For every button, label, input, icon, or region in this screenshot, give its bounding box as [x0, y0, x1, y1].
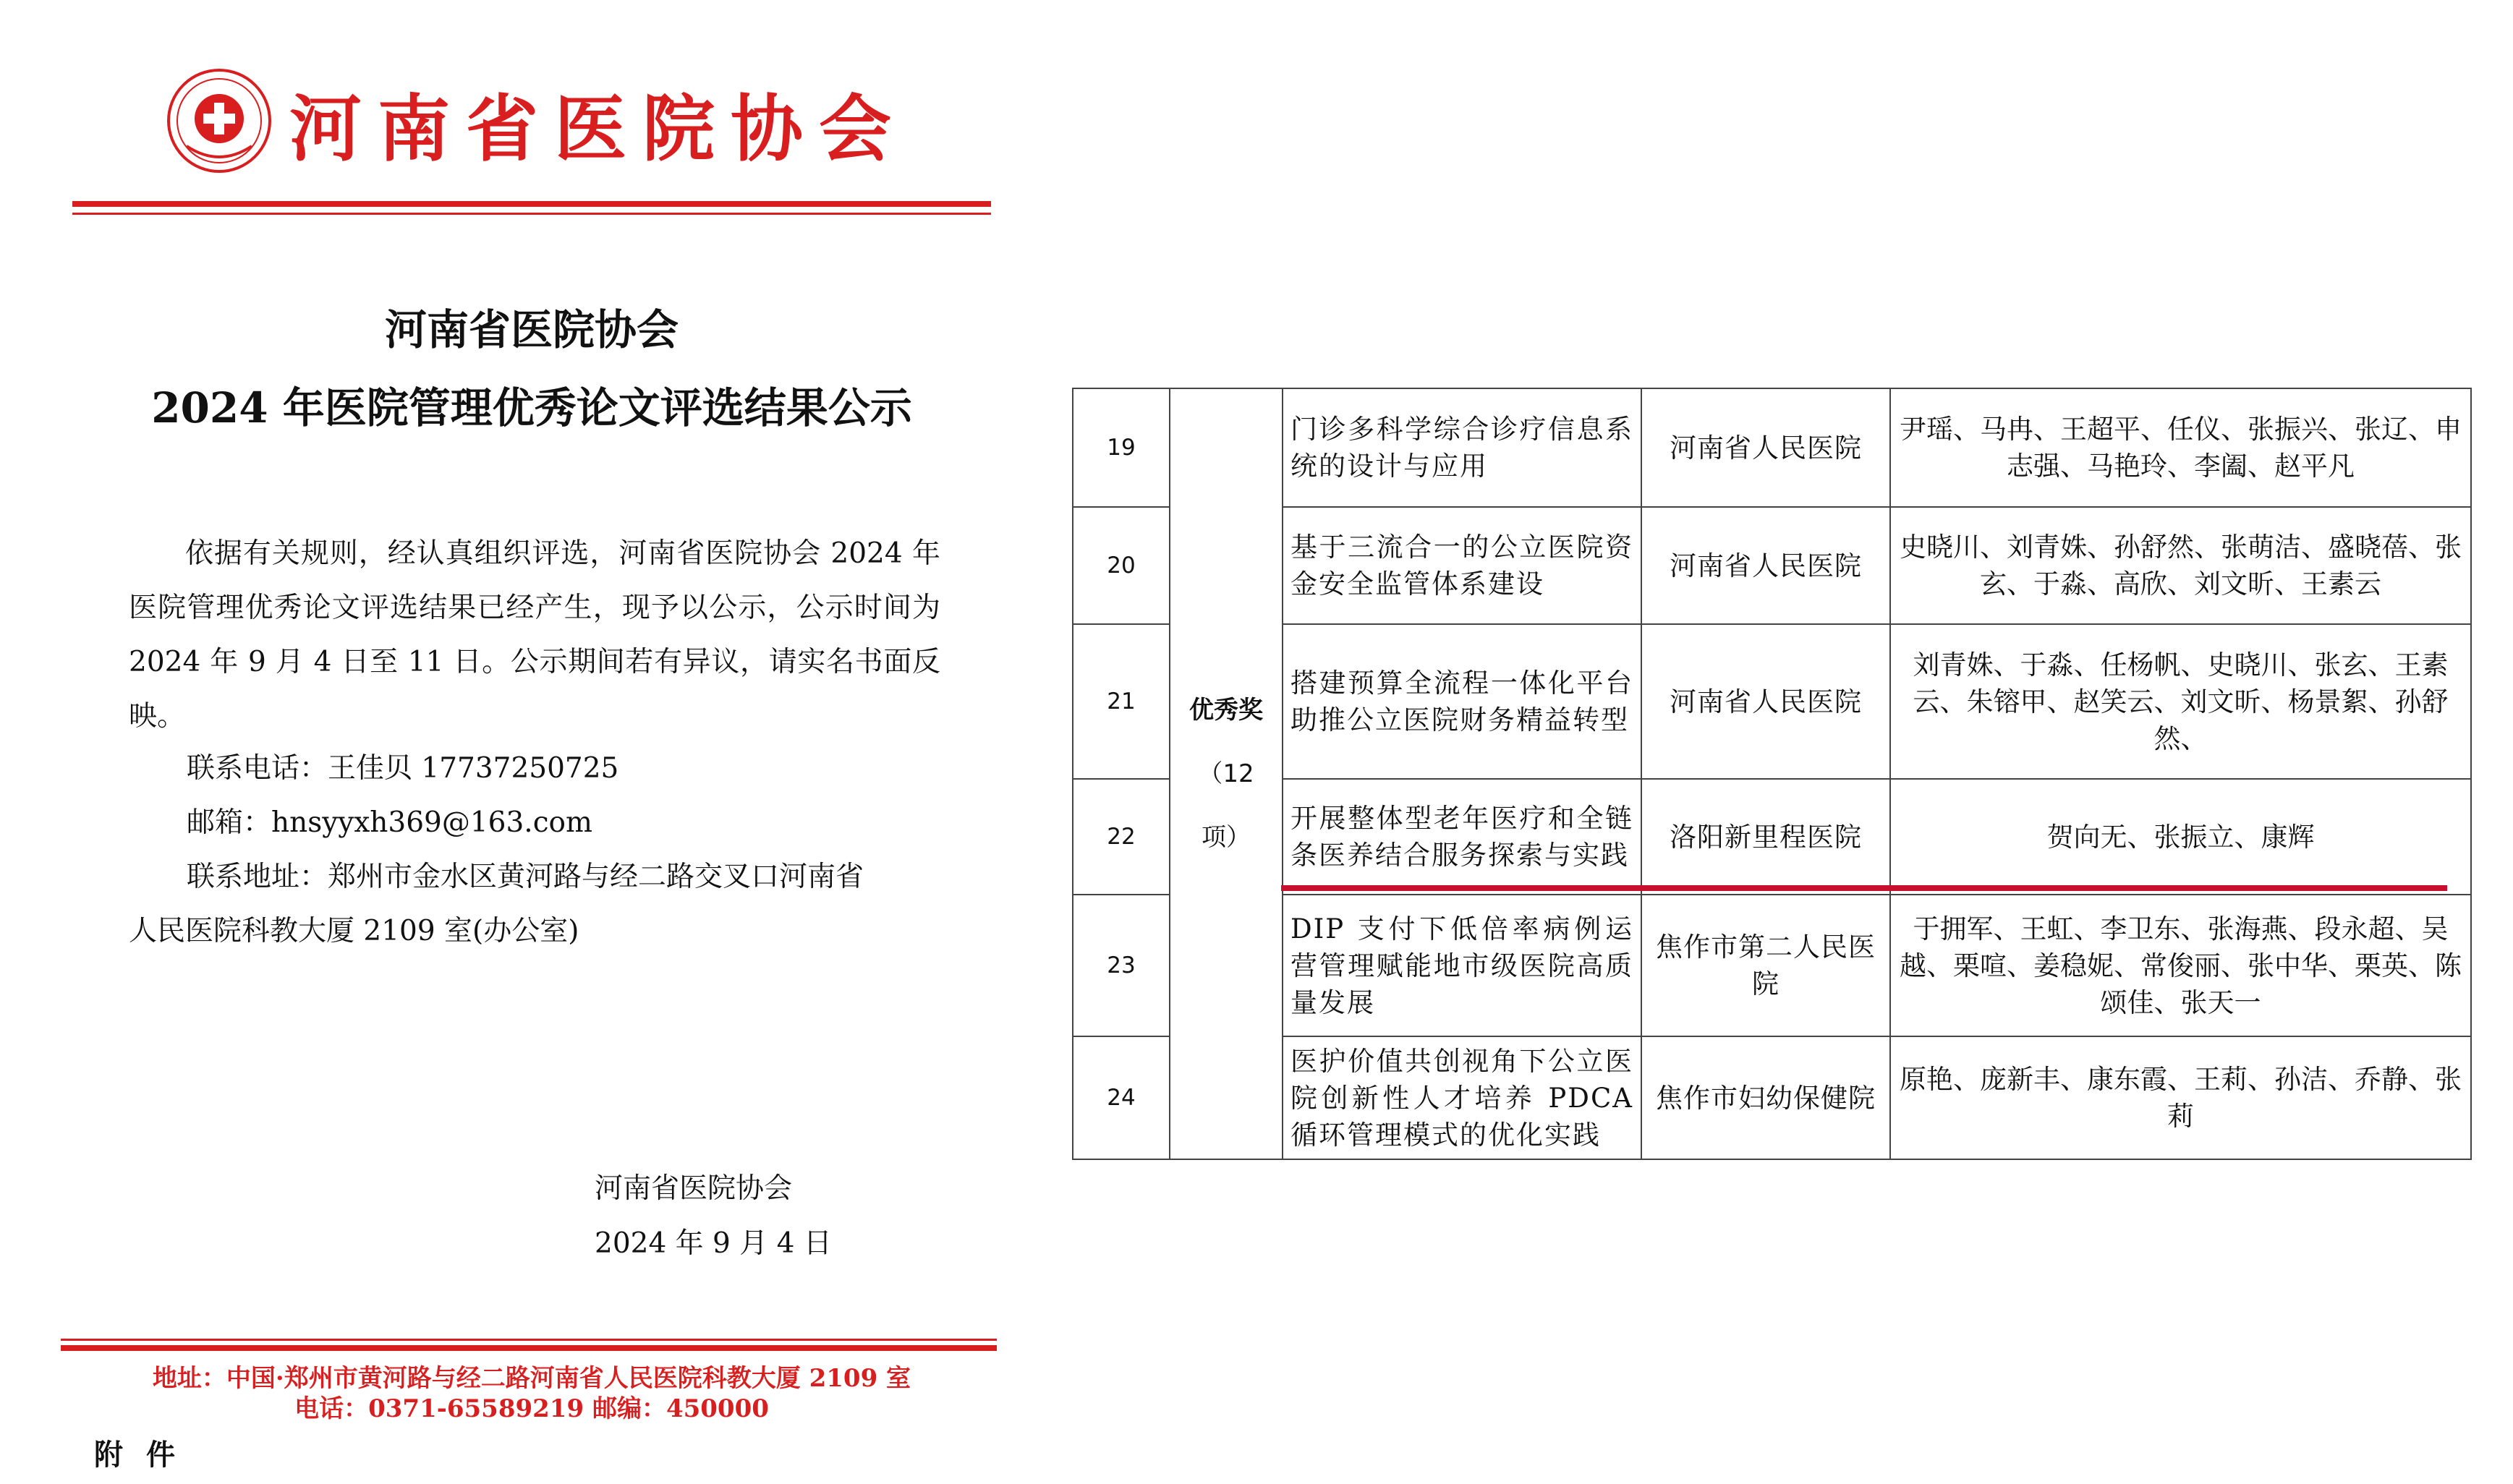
paper-authors: 尹瑶、马冉、王超平、任仪、张振兴、张辽、申志强、马艳玲、李阖、赵平凡	[1890, 388, 2471, 507]
contact-phone: 联系电话：王佳贝 17737250725	[187, 752, 619, 785]
paper-title: 搭建预算全流程一体化平台 助推公立医院财务精益转型	[1283, 624, 1641, 779]
award-name: 优秀奖	[1189, 696, 1263, 725]
association-logo	[165, 67, 273, 175]
row-number: 24	[1073, 1036, 1170, 1159]
signature-date: 2024 年 9 月 4 日	[595, 1227, 832, 1260]
paper-title: 医护价值共创视角下公立医院创新性人才培养 PDCA 循环管理模式的优化实践	[1283, 1036, 1641, 1159]
footer-phone-zip: 电话：0371-65589219 邮编：450000	[294, 1394, 769, 1423]
announcement-body: 依据有关规则，经认真组织评选，河南省医院协会 2024 年医院管理优秀论文评选结果已经产生，现予以公示，公示时间为 2024 年 9 月 4 日至 11 日。公示期间若有异议，请实名书面反映。	[129, 537, 940, 733]
table-row	[1073, 624, 2471, 779]
table-row	[1073, 895, 2471, 1036]
footer-rule-thin	[61, 1339, 997, 1341]
contact-address: 联系地址：郑州市金水区黄河路与经二路交叉口河南省	[187, 861, 864, 893]
row-number: 22	[1073, 779, 1170, 895]
paper-unit: 焦作市第二人民医院	[1641, 895, 1890, 1036]
letterhead-rule-thick	[72, 201, 991, 207]
red-underline-mark	[1281, 885, 2447, 891]
paper-unit: 河南省人民医院	[1641, 507, 1890, 624]
paper-title: DIP 支付下低倍率病例运营管理赋能地市级医院高质量发展	[1283, 895, 1641, 1036]
table-row	[1073, 388, 2471, 507]
signature-org: 河南省医院协会	[595, 1172, 793, 1205]
footer-rule-thick	[61, 1345, 997, 1351]
paper-unit: 洛阳新里程医院	[1641, 779, 1890, 895]
table-row	[1073, 1036, 2471, 1159]
paper-unit: 河南省人民医院	[1641, 624, 1890, 779]
paper-authors: 于拥军、王虹、李卫东、张海燕、段永超、吴越、栗喧、姜稳妮、常俊丽、张中华、栗英、陈颂佳、张天一	[1890, 895, 2471, 1036]
paper-title: 开展整体型老年医疗和全链条医养结合服务探索与实践	[1283, 779, 1641, 895]
paper-authors: 原艳、庞新丰、康东霞、王莉、孙洁、乔静、张莉	[1890, 1036, 2471, 1159]
paper-title: 基于三流合一的公立医院资金安全监管体系建设	[1283, 507, 1641, 624]
award-count: （12 项）	[1198, 759, 1254, 852]
paper-authors: 史晓川、刘青姝、孙舒然、张萌洁、盛晓蓓、张玄、于淼、高欣、刘文昕、王素云	[1890, 507, 2471, 624]
row-number: 21	[1073, 624, 1170, 779]
letterhead-rule-thin	[72, 213, 991, 215]
letterhead-org-name: 河南省医院协会	[289, 86, 907, 171]
paper-unit: 焦作市妇幼保健院	[1641, 1036, 1890, 1159]
paper-title: 门诊多科学综合诊疗信息系统的设计与应用	[1283, 388, 1641, 507]
contact-email: 邮箱：hnsyyxh369@163.com	[187, 806, 593, 839]
results-table	[1072, 388, 2472, 1160]
appendix-label: 附件	[94, 1438, 198, 1472]
award-cell	[1170, 388, 1283, 1159]
footer-address: 地址：中国·郑州市黄河路与经二路河南省人民医院科教大厦 2109 室	[152, 1364, 911, 1393]
row-number: 20	[1073, 507, 1170, 624]
doc-title-line1: 河南省医院协会	[384, 305, 679, 354]
paper-authors: 刘青姝、于淼、任杨帆、史晓川、张玄、王素云、朱镕甲、赵笑云、刘文昕、杨景絮、孙舒然、	[1890, 624, 2471, 779]
row-number: 19	[1073, 388, 1170, 507]
doc-title-line2: 2024 年医院管理优秀论文评选结果公示	[151, 383, 912, 432]
paper-authors: 贺向无、张振立、康辉	[1890, 779, 2471, 895]
paper-unit: 河南省人民医院	[1641, 388, 1890, 507]
contact-address-cont: 人民医院科教大厦 2109 室(办公室)	[129, 915, 579, 947]
row-number: 23	[1073, 895, 1170, 1036]
table-row	[1073, 779, 2471, 895]
table-row	[1073, 507, 2471, 624]
